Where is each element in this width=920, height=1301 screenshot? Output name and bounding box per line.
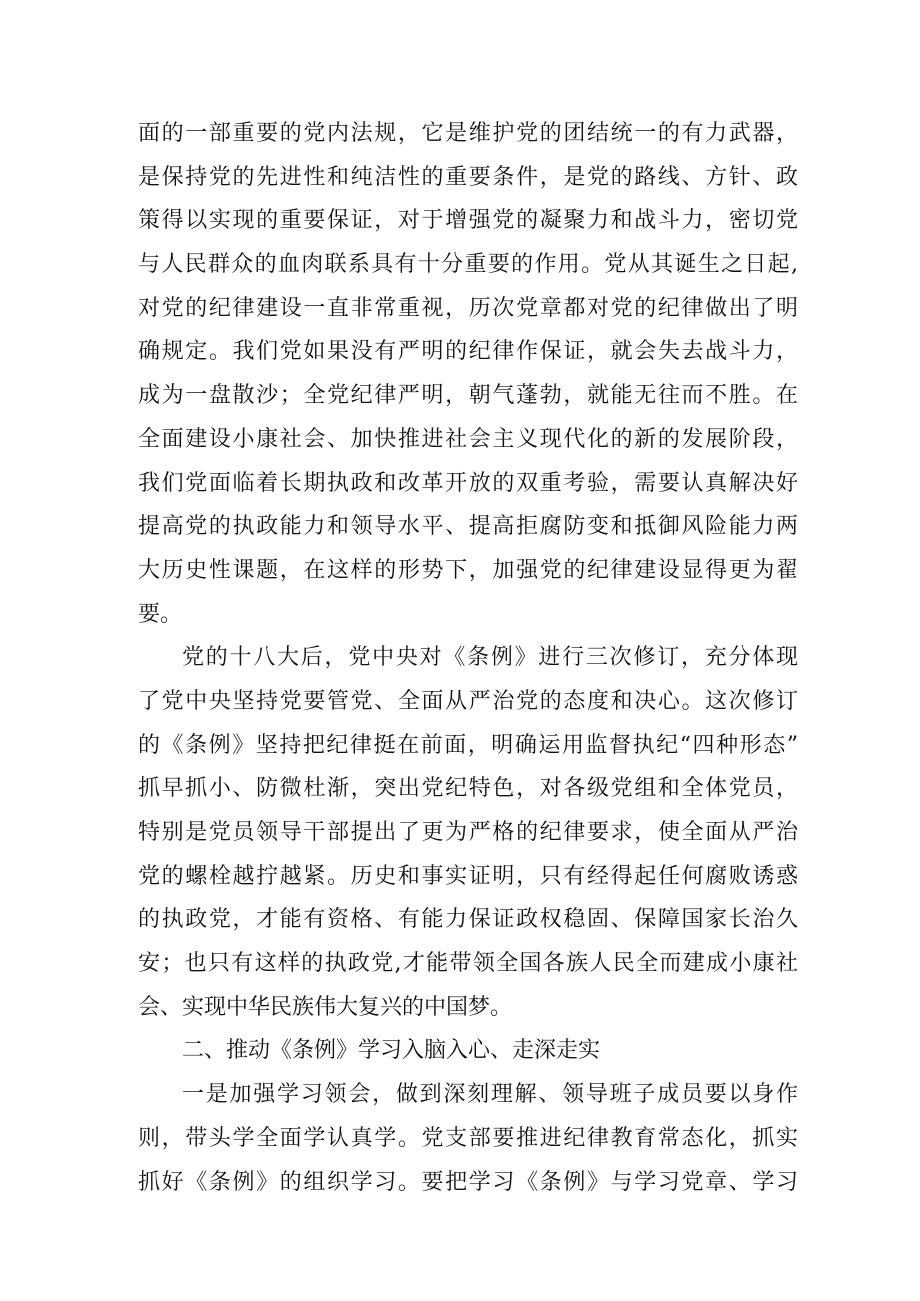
- text-line: 抓早抓小、防微杜渐，突出党纪特色，对各级党组和全体党员，: [138, 776, 798, 802]
- text-line: 与人民群众的血肉联系具有十分重要的作用。党从其诞生之日起,: [138, 252, 798, 278]
- paragraph-study: [138, 1073, 798, 1204]
- text-line: 面的一部重要的党内法规，它是维护党的团结统一的有力武器，: [138, 121, 798, 146]
- text-line: 的执政党，才能有资格、有能力保证政权稳固、保障国家长治久: [138, 907, 798, 933]
- text-line: 策得以实现的重要保证，对于增强党的凝聚力和战斗力，密切党: [138, 208, 798, 234]
- text-line: 全面建设小康社会、加快推进社会主义现代化的新的发展阶段，: [138, 426, 798, 452]
- document-body: [138, 112, 798, 1204]
- section-heading: [138, 1029, 798, 1073]
- text-line: 提高党的执政能力和领导水平、提高拒腐防变和抵御风险能力两: [138, 514, 798, 540]
- text-line: 党的十八大后，党中央对《条例》进行三次修订，充分体现: [182, 645, 798, 671]
- text-line: 一是加强学习领会，做到深刻理解、领导班子成员要以身作: [182, 1082, 798, 1108]
- text-line: 会、实现中华民族伟大复兴的中国梦。: [138, 994, 513, 1020]
- text-line: 大历史性课题，在这样的形势下，加强党的纪律建设显得更为翟: [138, 557, 798, 583]
- paragraph-revision: [138, 636, 798, 1029]
- text-line: 特别是党员领导干部提出了更为严格的纪律要求，使全面从严治: [138, 820, 798, 845]
- text-line: 要。: [138, 601, 183, 627]
- text-line: 的《条例》坚持把纪律挺在前面，明确运用监督执纪“四种形态”: [138, 732, 798, 758]
- text-line: 对党的纪律建设一直非常重视，历次党章都对党的纪律做出了明: [138, 295, 798, 321]
- heading-text: 二、推动《条例》学习入脑入心、走深走实: [182, 1038, 601, 1064]
- text-line: 确规定。我们党如果没有严明的纪律作保证，就会失去战斗力，: [138, 339, 798, 365]
- text-line: 我们党面临着长期执政和改革开放的双重考验，需要认真解决好: [138, 470, 798, 496]
- text-line: 党的螺栓越拧越紧。历史和事实证明，只有经得起任何腐败诱惑: [138, 863, 798, 889]
- text-line: 则，带头学全面学认真学。党支部要推进纪律教育常态化，抓实: [138, 1125, 798, 1151]
- text-line: 成为一盘散沙；全党纪律严明，朝气蓬勃，就能无往而不胜。在: [138, 383, 798, 409]
- text-line: 是保持党的先进性和纯洁性的重要条件，是党的路线、方针、政: [138, 164, 798, 190]
- text-line: 了党中央坚持党要管党、全面从严治党的态度和决心。这次修订: [138, 688, 798, 714]
- text-line: 安；也只有这样的执政党,才能带领全国各族人民全而建成小康社: [138, 951, 798, 977]
- paragraph-discipline-importance: [138, 112, 798, 636]
- text-line: 抓好《条例》的组织学习。要把学习《条例》与学习党章、学习: [138, 1169, 798, 1195]
